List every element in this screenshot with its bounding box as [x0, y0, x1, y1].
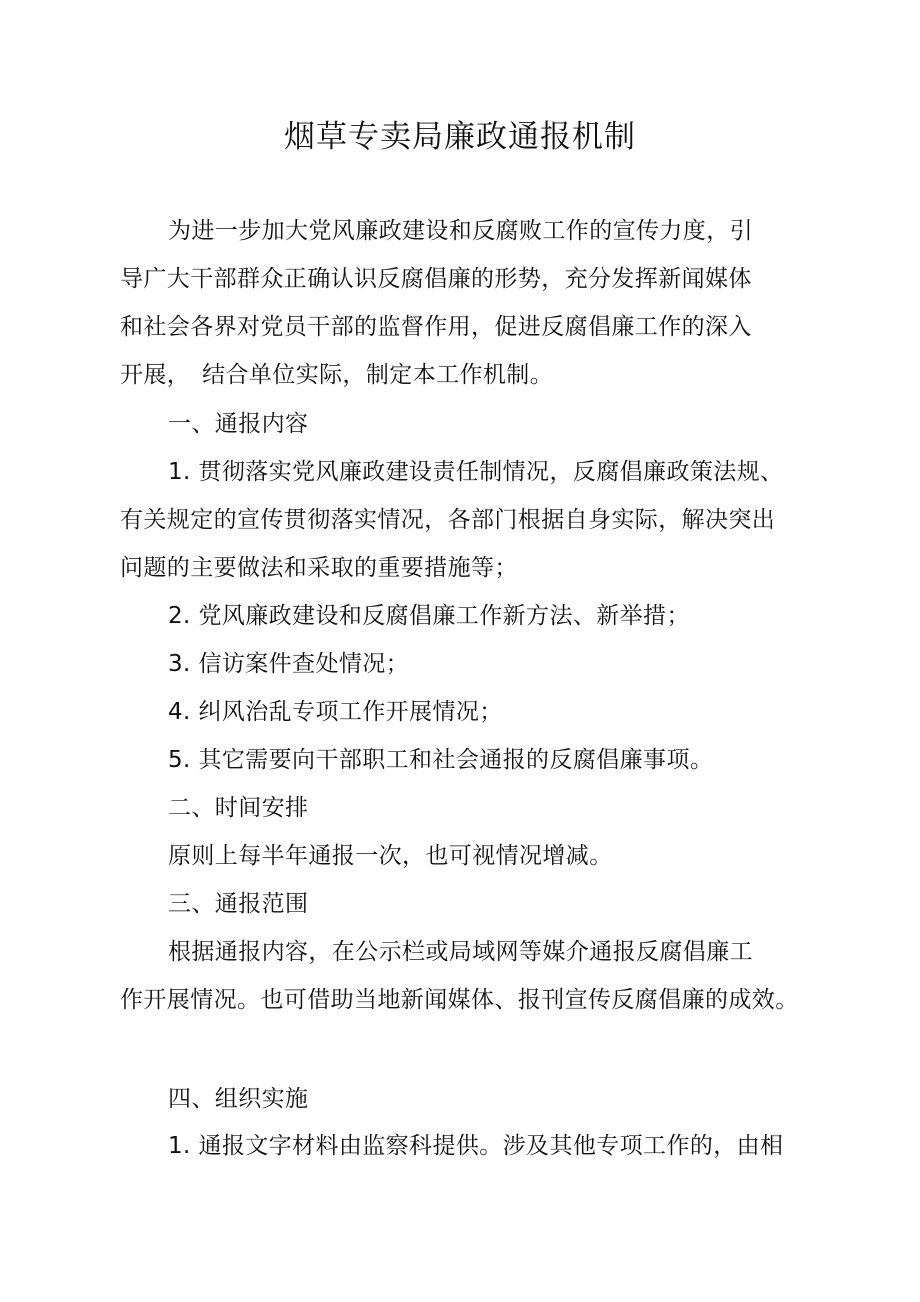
paragraph-line: 作开展情况。也可借助当地新闻媒体、报刊宣传反腐倡廉的成效。: [120, 987, 799, 1013]
paragraph-line: 原则上每半年通报一次，也可视情况增减。: [168, 843, 613, 869]
paragraph-line: 和社会各界对党员干部的监督作用，促进反腐倡廉工作的深入: [120, 314, 752, 340]
list-item-continuation: 问题的主要做法和采取的重要措施等；: [120, 555, 518, 581]
paragraph-line: 为进一步加大党风廉政建设和反腐败工作的宣传力度，引: [168, 218, 753, 244]
list-item: 5. 其它需要向干部职工和社会通报的反腐倡廉事项。: [168, 747, 714, 773]
document-title: 烟草专卖局廉政通报机制: [284, 119, 636, 155]
list-item: 2. 党风廉政建设和反腐倡廉工作新方法、新举措；: [168, 603, 690, 629]
section-heading: 一、通报内容: [168, 411, 309, 437]
section-heading: 三、通报范围: [168, 891, 309, 917]
list-item: 3. 信访案件查处情况；: [168, 651, 410, 677]
list-item-continuation: 有关规定的宣传贯彻落实情况，各部门根据自身实际，解决突出: [120, 507, 776, 533]
list-item: 1. 通报文字材料由监察科提供。涉及其他专项工作的，由相: [168, 1133, 784, 1159]
list-item: 1. 贯彻落实党风廉政建设责任制情况，反腐倡廉政策法规、: [168, 459, 784, 485]
paragraph-line: 根据通报内容，在公示栏或局域网等媒介通报反腐倡廉工: [168, 939, 753, 965]
paragraph-line: 开展， 结合单位实际，制定本工作机制。: [120, 362, 554, 388]
section-heading: 四、组织实施: [168, 1086, 309, 1112]
list-item: 4. 纠风治乱专项工作开展情况；: [168, 699, 503, 725]
section-heading: 二、时间安排: [168, 795, 309, 821]
paragraph-line: 导广大干部群众正确认识反腐倡廉的形势，充分发挥新闻媒体: [120, 266, 752, 292]
